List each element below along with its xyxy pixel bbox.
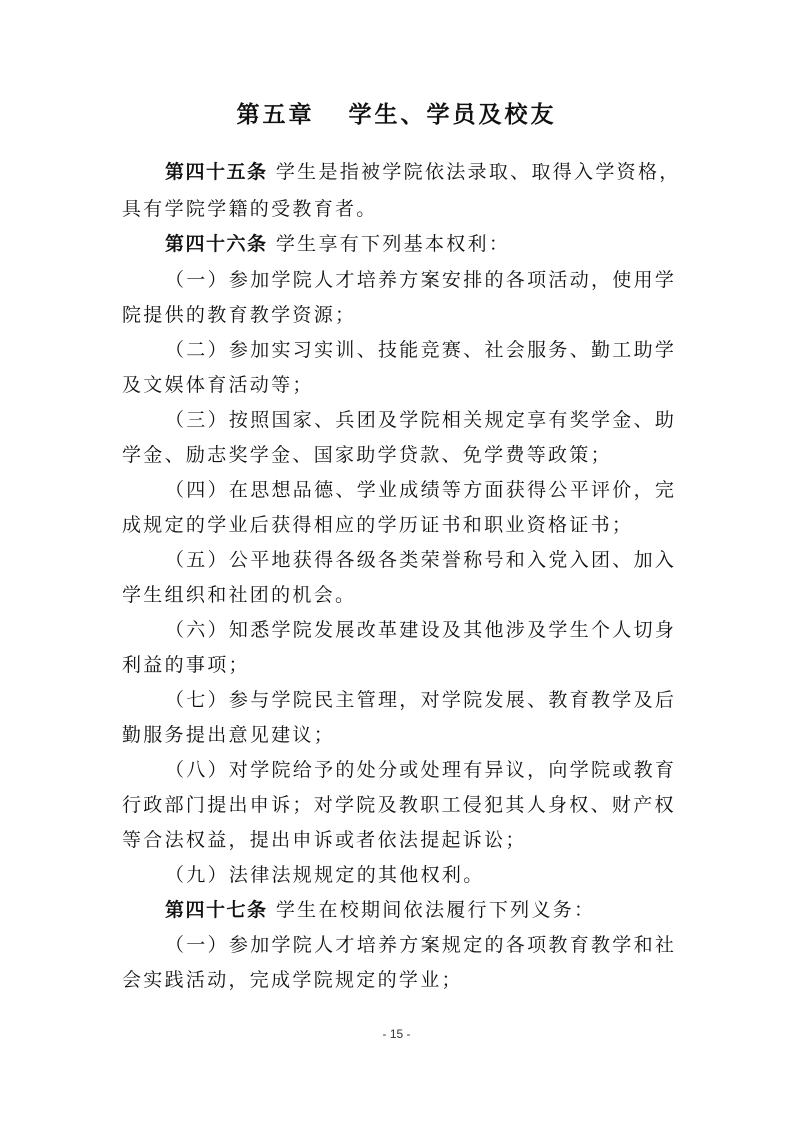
chapter-heading [0, 98, 793, 132]
article-47-line-1 [165, 898, 595, 922]
article-46-item-6-line-2: 利益的事项； [122, 654, 250, 676]
article-46-line-1 [165, 232, 510, 256]
article-46-item-4-line-1: （四）在思想品德、学业成绩等方面获得公平评价，完 [165, 479, 677, 501]
article-46-item-3-line-2: 学金、励志奖学金、国家助学贷款、免学费等政策； [122, 444, 612, 466]
chapter-title: 学生、学员及校友 [348, 102, 557, 128]
article-text: 学生享有下列基本权利： [275, 233, 511, 255]
article-label: 第四十七条 [165, 899, 268, 921]
article-46-item-3-line-1: （三）按照国家、兵团及学院相关规定享有奖学金、助 [165, 409, 677, 431]
article-46-item-8-line-1: （八）对学院给予的处分或处理有异议，向学院或教育 [165, 759, 677, 781]
article-text: 学生是指被学院依法录取、取得入学资格， [275, 161, 681, 183]
article-46-item-4-line-2: 成规定的学业后获得相应的学历证书和职业资格证书； [122, 514, 634, 536]
article-46-item-8-line-3: 等合法权益，提出申诉或者依法提起诉讼； [122, 829, 527, 851]
article-text: 学生在校期间依法履行下列义务： [275, 899, 596, 921]
article-46-item-7-line-2: 勤服务提出意见建议； [122, 724, 336, 746]
article-46-item-6-line-1: （六）知悉学院发展改革建设及其他涉及学生个人切身 [165, 619, 677, 641]
article-46-item-1-line-1: （一）参加学院人才培养方案安排的各项活动，使用学 [165, 269, 677, 291]
article-46-item-2-line-1: （二）参加实习实训、技能竞赛、社会服务、勤工助学 [165, 339, 677, 361]
article-label: 第四十六条 [165, 233, 268, 255]
chapter-number: 第五章 [236, 102, 315, 128]
article-46-item-2-line-2: 及文娱体育活动等； [122, 374, 314, 396]
article-label: 第四十五条 [165, 161, 268, 183]
article-46-item-9-line-1: （九）法律法规规定的其他权利。 [165, 864, 485, 886]
article-45-line-2: 具有学院学籍的受教育者。 [122, 198, 378, 220]
article-45-line-1 [165, 160, 681, 184]
article-47-item-1-line-1: （一）参加学院人才培养方案规定的各项教育教学和社 [165, 934, 677, 956]
article-46-item-8-line-2: 行政部门提出申诉；对学院及教职工侵犯其人身权、财产权 [122, 794, 676, 816]
article-46-item-5-line-2: 学生组织和社团的机会。 [122, 584, 357, 606]
page-number: - 15 - [382, 1027, 411, 1041]
article-46-item-1-line-2: 院提供的教育教学资源； [122, 304, 357, 326]
article-46-item-5-line-1: （五）公平地获得各级各类荣誉称号和入党入团、加入 [165, 549, 677, 571]
article-46-item-7-line-1: （七）参与学院民主管理，对学院发展、教育教学及后 [165, 689, 677, 711]
article-47-item-1-line-2: 会实践活动，完成学院规定的学业； [122, 969, 463, 991]
